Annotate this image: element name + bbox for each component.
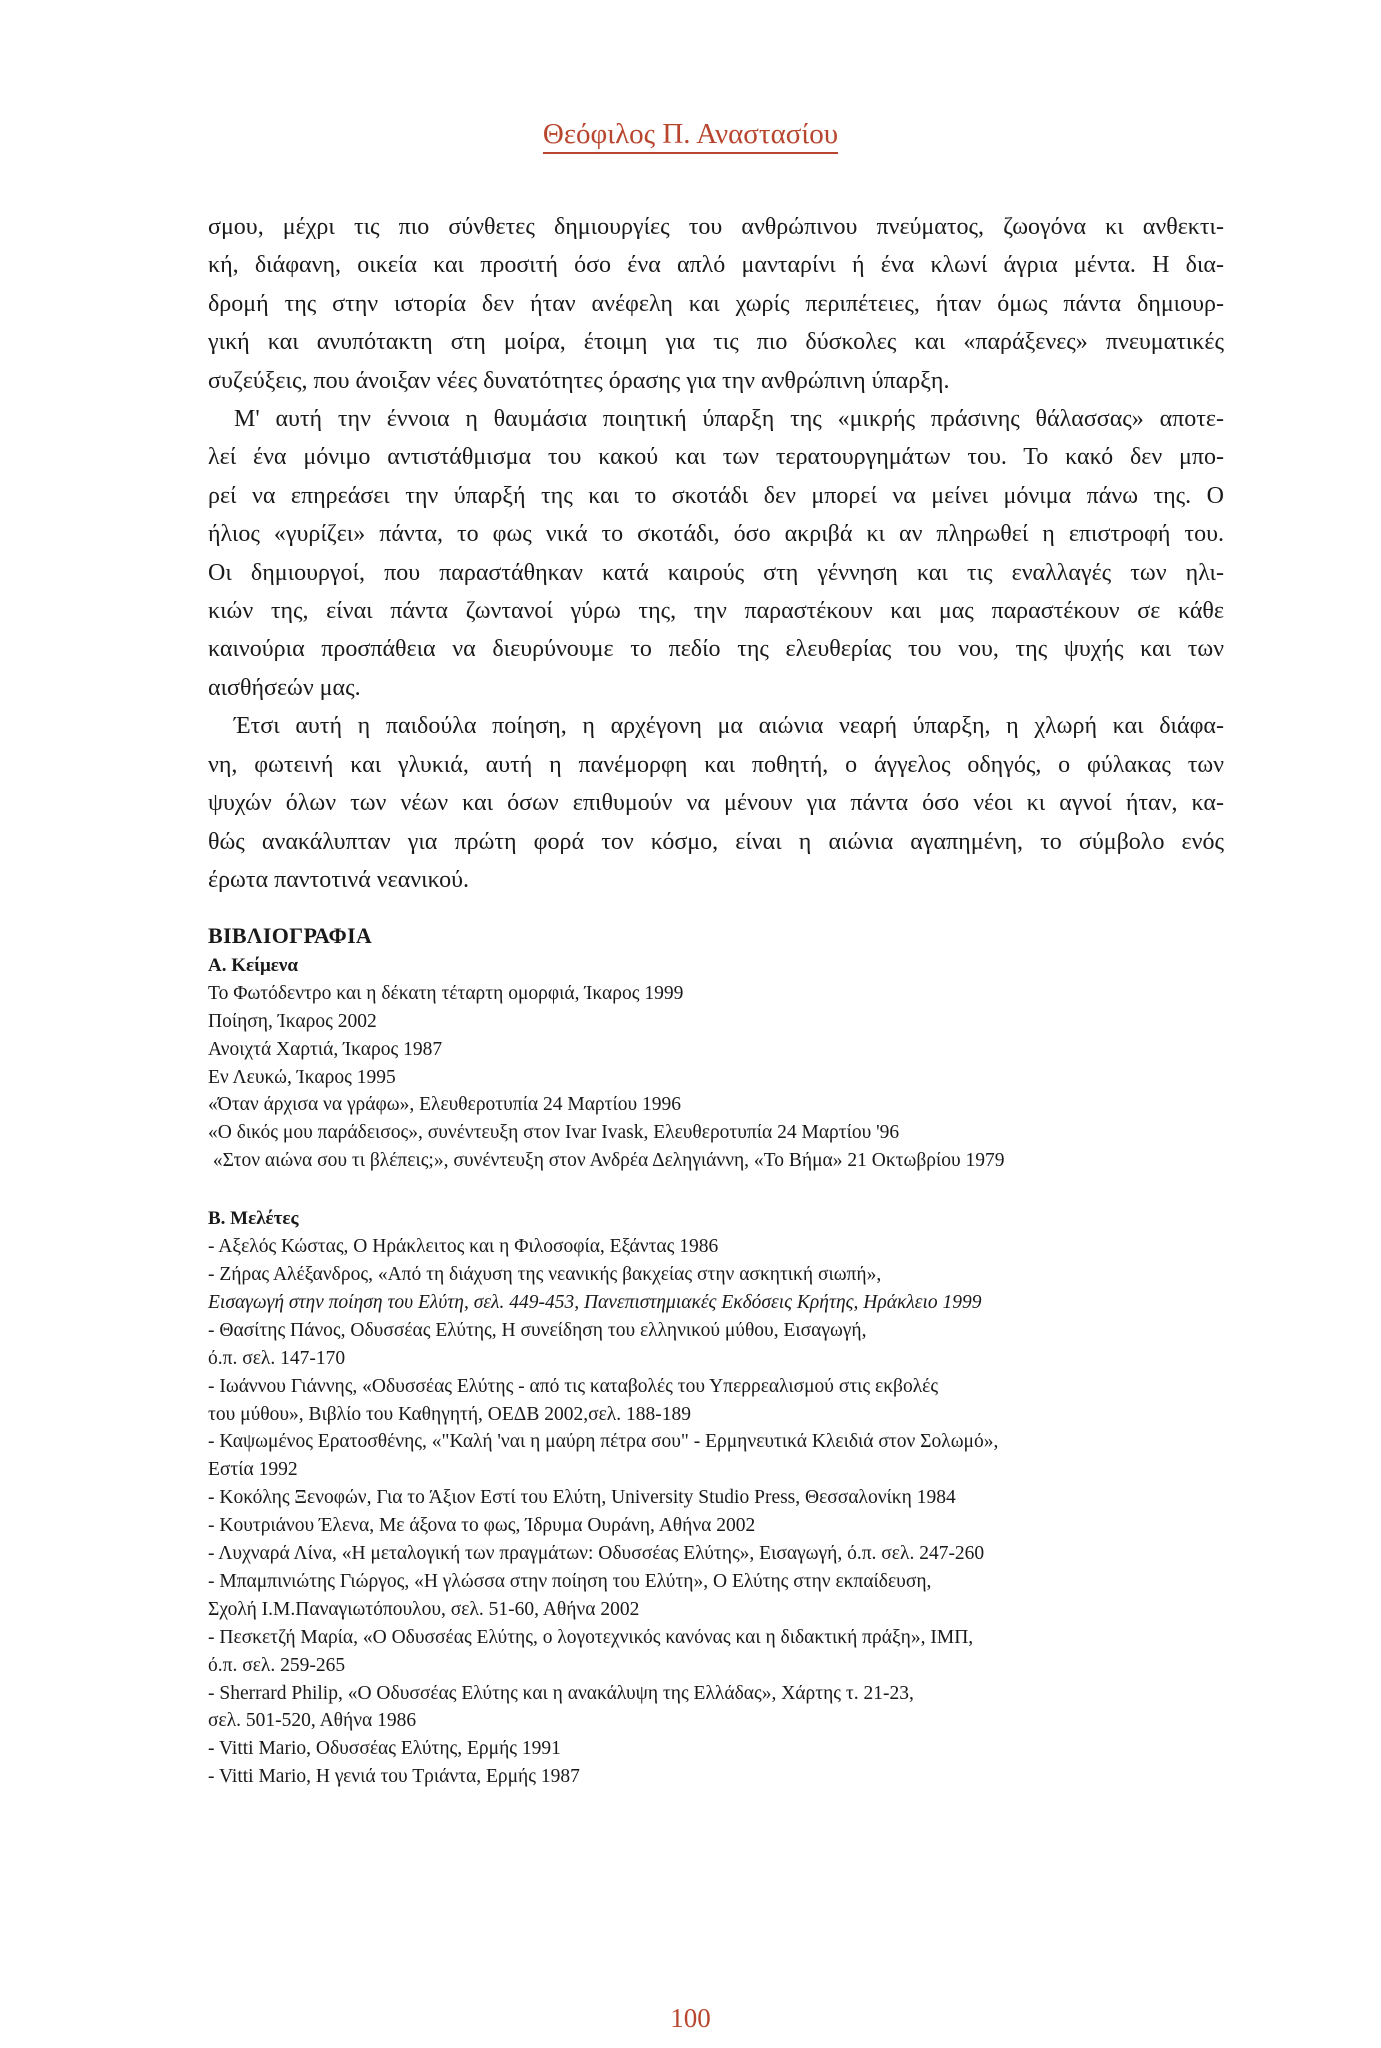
biblio-entry: - Πεσκετζή Μαρία, «Ο Οδυσσέας Ελύτης, ο λογοτεχνικός κανόνας και η διδακτική πράξη», ΙΜΠ,: [208, 1626, 974, 1648]
biblio-entry: Το Φωτόδεντρο και η δέκατη τέταρτη ομορφιά, Ίκαρος 1999: [208, 982, 684, 1004]
page-number: 100: [670, 2003, 711, 2033]
biblio-entry: σελ. 501-520, Αθήνα 1986: [208, 1710, 417, 1732]
biblio-entry: του μύθου», Βιβλίο του Καθηγητή, ΟΕΔΒ 2002,σελ. 188-189: [208, 1403, 691, 1425]
body-line: αισθήσεών μας.: [208, 674, 361, 701]
biblio-entry: - Vitti Mario, Οδυσσέας Ελύτης, Ερμής 1991: [208, 1738, 561, 1760]
biblio-entry: - Κοκόλης Ξενοφών, Για το Άξιον Εστί του Ελύτη, University Studio Press, Θεσσαλονίκη 1984: [208, 1487, 956, 1509]
biblio-entry: - Αξελός Κώστας, Ο Ηράκλειτος και η Φιλοσοφία, Εξάντας 1986: [208, 1236, 719, 1258]
biblio-entry: Ανοιχτά Χαρτιά, Ίκαρος 1987: [208, 1038, 443, 1060]
biblio-entry: Εισαγωγή στην ποίηση του Ελύτη, σελ. 449-453, Πανεπιστημιακές Εκδόσεις Κρήτης, Ηράκλειο 1999: [208, 1291, 982, 1313]
body-line: κή, διάφανη, οικεία και προσιτή όσο ένα απλό μανταρίνι ή ένα κλωνί άγρια μέντα. Η δια-: [208, 252, 1224, 279]
body-line: Μ' αυτή την έννοια η θαυμάσια ποιητική ύπαρξη της «μικρής πράσινης θάλασσας» αποτε-: [234, 406, 1224, 433]
biblio-entry: Εστία 1992: [208, 1459, 298, 1481]
body-line: έρωτα παντοτινά νεανικού.: [208, 866, 470, 893]
biblio-entry: - Λυχναρά Λίνα, «Η μεταλογική των πραγμάτων: Οδυσσέας Ελύτης», Εισαγωγή, ό.π. σελ. 247-260: [208, 1543, 985, 1565]
biblio-entry: Ποίηση, Ίκαρος 2002: [208, 1010, 377, 1032]
section-a-heading: Α. Κείμενα: [208, 954, 298, 976]
biblio-entry: - Sherrard Philip, «Ο Οδυσσέας Ελύτης και η ανακάλυψη της Ελλάδας», Χάρτης τ. 21-23,: [208, 1682, 914, 1704]
biblio-entry: Εν Λευκώ, Ίκαρος 1995: [208, 1066, 396, 1088]
body-line: νη, φωτεινή και γλυκιά, αυτή η πανέμορφη και ποθητή, ο άγγελος οδηγός, ο φύλακας των: [208, 751, 1224, 778]
biblio-entry: - Κουτριάνου Έλενα, Με άξονα το φως, Ίδρυμα Ουράνη, Αθήνα 2002: [208, 1515, 756, 1537]
body-line: κιών της, είναι πάντα ζωντανοί γύρω της, την παραστέκουν και μας παραστέκουν σε κάθε: [208, 598, 1224, 625]
body-line: ήλιος «γυρίζει» πάντα, το φως νικά το σκοτάδι, όσο ακριβά κι αν πληρωθεί η επιστροφή του.: [208, 521, 1224, 548]
running-header: [0, 118, 1381, 151]
body-line: ρεί να επηρεάσει την ύπαρξή της και το σκοτάδι δεν μπορεί να μείνει μόνιμα πάνω της. Ο: [208, 482, 1224, 509]
author-name: Θεόφιλος Π. Αναστασίου: [543, 118, 838, 154]
body-line: καινούρια προσπάθεια να διευρύνουμε το πεδίο της ελευθερίας του νου, της ψυχής και των: [208, 636, 1224, 663]
body-line: λεί ένα μόνιμο αντιστάθμισμα του κακού και των τερατουργημάτων του. Το κακό δεν μπο-: [208, 444, 1224, 471]
biblio-entry: - Ζήρας Αλέξανδρος, «Από τη διάχυση της νεανικής βακχείας στην ασκητική σιωπή»,: [208, 1263, 882, 1285]
body-line: θώς ανακάλυπταν για πρώτη φορά τον κόσμο, είναι η αιώνια αγαπημένη, το σύμβολο ενός: [208, 828, 1224, 855]
biblio-entry: - Θασίτης Πάνος, Οδυσσέας Ελύτης, Η συνείδηση του ελληνικού μύθου, Εισαγωγή,: [208, 1319, 867, 1341]
biblio-entry: «Όταν άρχισα να γράφω», Ελευθεροτυπία 24 Μαρτίου 1996: [208, 1094, 682, 1116]
biblio-entry: - Μπαμπινιώτης Γιώργος, «Η γλώσσα στην ποίηση του Ελύτη», Ο Ελύτης στην εκπαίδευση,: [208, 1570, 932, 1592]
biblio-entry: «Ο δικός μου παράδεισος», συνέντευξη στον Ivar Ivask, Ελευθεροτυπία 24 Μαρτίου '96: [208, 1122, 900, 1144]
section-b-heading: Β. Μελέτες: [208, 1208, 299, 1230]
biblio-entry: ό.π. σελ. 147-170: [208, 1347, 346, 1369]
biblio-entry: - Vitti Mario, Η γενιά του Τριάντα, Ερμής 1987: [208, 1766, 580, 1788]
section-gap: [208, 1175, 1224, 1205]
body-line: γική και ανυπότακτη στη μοίρα, έτοιμη για τις πιο δύσκολες και «παράξενες» πνευματικές: [208, 329, 1224, 356]
body-line: δρομή της στην ιστορία δεν ήταν ανέφελη και χωρίς περιπέτειες, ήταν όμως πάντα δημιουρ-: [208, 290, 1224, 317]
body-line: Έτσι αυτή η παιδούλα ποίηση, η αρχέγονη μα αιώνια νεαρή ύπαρξη, η χλωρή και διάφα-: [234, 713, 1224, 740]
body-line: συζεύξεις, που άνοιξαν νέες δυνατότητες όρασης για την ανθρώπινη ύπαρξη.: [208, 367, 950, 394]
body-line: σμου, μέχρι τις πιο σύνθετες δημιουργίες του ανθρώπινου πνεύματος, ζωογόνα κι ανθεκτι-: [208, 214, 1224, 240]
bibliography-title: ΒΙΒΛΙΟΓΡΑΦΙΑ: [208, 923, 373, 948]
body-line: Οι δημιουργοί, που παραστάθηκαν κατά καιρούς στη γέννηση και τις εναλλαγές των ηλι-: [208, 559, 1224, 586]
biblio-entry: ό.π. σελ. 259-265: [208, 1654, 346, 1676]
bibliography: [208, 922, 1224, 1791]
biblio-entry: «Στον αιώνα σου τι βλέπεις;», συνέντευξη στον Ανδρέα Δεληγιάννη, «Το Βήμα» 21 Οκτωβρίου 1979: [208, 1150, 1005, 1172]
biblio-entry: - Ιωάννου Γιάννης, «Οδυσσέας Ελύτης - από τις καταβολές του Υπερρεαλισμού στις εκβολές: [208, 1375, 939, 1397]
biblio-entry: - Καψωμένος Ερατοσθένης, «"Καλή 'ναι η μαύρη πέτρα σου" - Ερμηνευτικά Κλειδιά στον Σολωμό»,: [208, 1431, 999, 1453]
biblio-entry: Σχολή Ι.Μ.Παναγιωτόπουλου, σελ. 51-60, Αθήνα 2002: [208, 1598, 640, 1620]
body-text: [208, 208, 1224, 899]
body-line: ψυχών όλων των νέων και όσων επιθυμούν να μένουν για πάντα όσο νέοι κι αγνοί ήταν, κα-: [208, 790, 1224, 817]
